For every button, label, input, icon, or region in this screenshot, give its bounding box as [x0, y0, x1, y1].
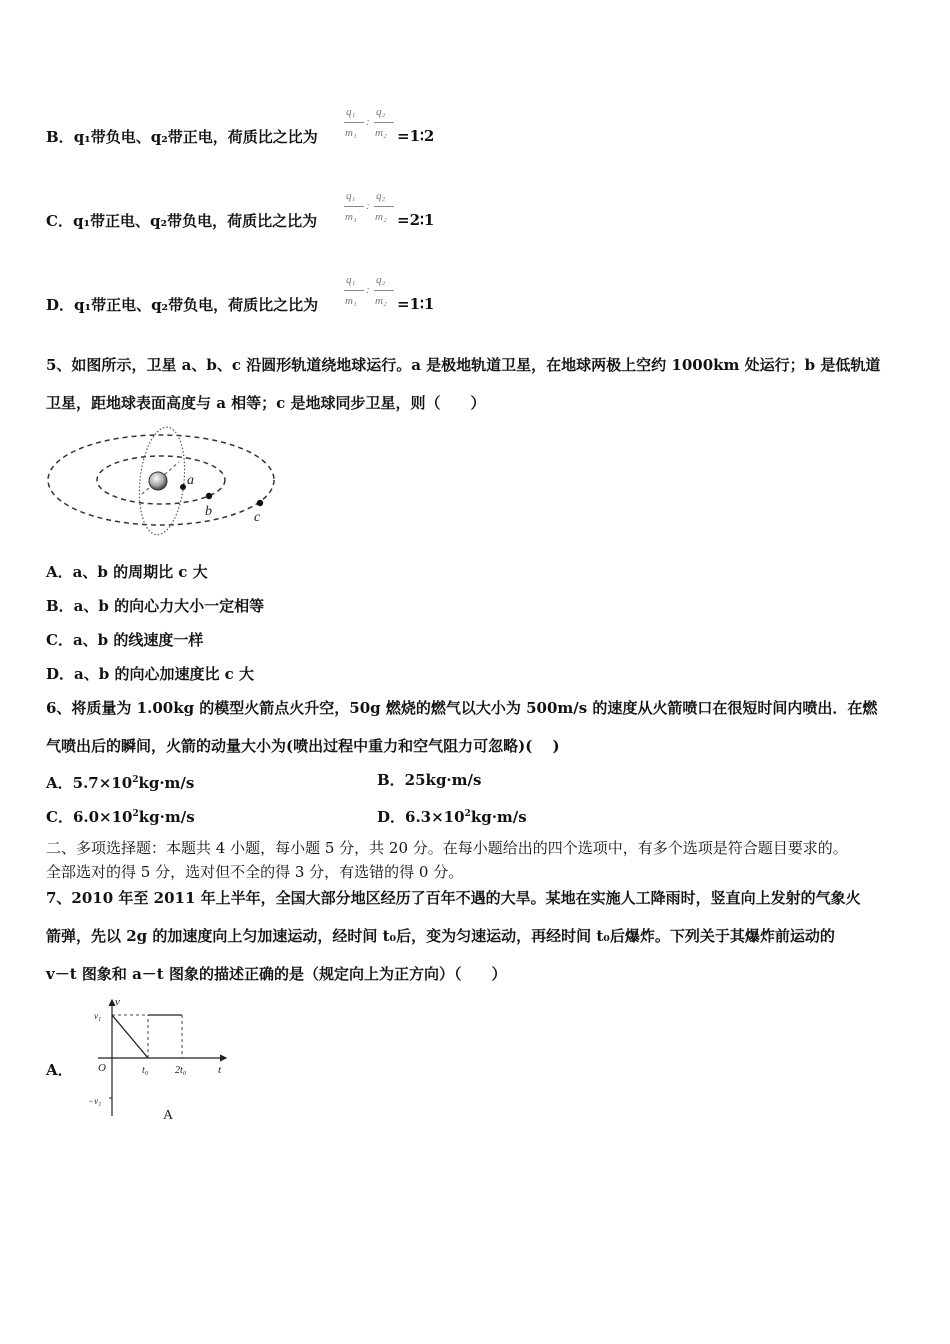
fraction-sep: : [366, 284, 370, 296]
question-7-line-1: 7、2010 年至 2011 年上半年，全国大部分地区经历了百年不遇的大旱。某地在实施人工降雨时，竖直向上发射的气象火 [46, 889, 861, 907]
option-text: q₁带负电、q₂带正电，荷质比之比为 [73, 128, 318, 146]
label-t0: t₀ [142, 1065, 149, 1076]
label-a: a [187, 473, 194, 488]
fraction-numerator: q₂ [376, 274, 386, 286]
ratio-value: =2∶1 [397, 211, 435, 229]
fraction-numerator: q₁ [346, 106, 356, 118]
fraction-numerator: q₁ [346, 190, 356, 202]
section-2-line-1: 二、多项选择题：本题共 4 小题，每小题 5 分，共 20 分。在每小题给出的四个选项中，有多个选项是符合题目要求的。 [46, 839, 848, 857]
q6-option-c: C．$6.0\times 10^2kg\cdot m/s$ [46, 808, 195, 826]
ratio-value: =1∶1 [397, 295, 435, 313]
label-c: c [254, 510, 261, 525]
graph-caption: A [163, 1108, 174, 1123]
q5-option-a: A．a、b 的周期比 c 大 [46, 563, 208, 581]
fraction-denominator: m₂ [375, 211, 387, 223]
fraction-numerator: q₂ [376, 190, 386, 202]
q7-option-a-label: A． [46, 1061, 73, 1079]
ratio-value: =1∶2 [397, 127, 435, 145]
fraction-sep: : [366, 200, 370, 212]
satellite-b [206, 493, 212, 499]
question-5-line-2: 卫星，距地球表面高度与 a 相等；c 是地球同步卫星，则（ ） [46, 394, 486, 412]
label-neg-v1: −v₁ [88, 1096, 102, 1106]
q6-option-d: D．$6.3\times 10^2kg\cdot m/s$ [377, 808, 527, 826]
question-6-line-1: 6、将质量为 1.00kg 的模型火箭点火升空，50g 燃烧的燃气以大小为 500m/s 的速度从火箭喷口在很短时间内喷出．在燃 [46, 699, 878, 717]
satellite-orbit-figure [44, 424, 280, 540]
question-6-line-2: 气喷出后的瞬间，火箭的动量大小为(喷出过程中重力和空气阻力可忽略)( ) [46, 737, 560, 755]
fraction-denominator: m₂ [375, 127, 387, 139]
graph-line-descending [112, 1015, 148, 1058]
question-5-line-1: 5、如图所示，卫星 a、b、c 沿圆形轨道绕地球运行。a 是极地轨道卫星，在地球两极上空约 1000km 处运行；b 是低轨道 [46, 356, 881, 374]
fraction-denominator: m₂ [375, 295, 387, 307]
axis-label-v: v [115, 996, 120, 1008]
label-origin: O [98, 1062, 106, 1074]
fraction-sep: : [366, 116, 370, 128]
satellite-c [257, 500, 263, 506]
option-text: q₁带正电、q₂带负电，荷质比之比为 [74, 296, 319, 314]
fraction-denominator: m₁ [345, 295, 357, 307]
fraction-denominator: m₁ [345, 127, 357, 139]
q5-option-c: C．a、b 的线速度一样 [46, 631, 204, 649]
label-2t0: 2t₀ [175, 1065, 187, 1076]
fraction-numerator: q₂ [376, 106, 386, 118]
label-b: b [205, 504, 212, 519]
q6-option-a: A．$5.7\times 10^2kg\cdot m/s$ [46, 774, 195, 792]
q5-option-b: B．a、b 的向心力大小一定相等 [46, 597, 265, 615]
q5-option-d: D．a、b 的向心加速度比 c 大 [46, 665, 255, 683]
question-7-line-3: v－t 图象和 a－t 图象的描述正确的是（规定向上为正方向）（ ） [46, 965, 507, 983]
section-2-line-2: 全部选对的得 5 分，选对但不全的得 3 分，有选错的得 0 分。 [46, 863, 464, 881]
satellite-a [180, 484, 186, 490]
vt-graph-a [84, 994, 234, 1124]
earth-icon [149, 472, 167, 490]
option-text: q₁带正电、q₂带负电，荷质比之比为 [72, 212, 318, 230]
label-v1: v₁ [94, 1011, 102, 1021]
fraction-denominator: m₁ [345, 211, 357, 223]
fraction-numerator: q₁ [346, 274, 356, 286]
axis-label-t: t [218, 1064, 222, 1076]
question-7-line-2: 箭弹，先以 2g 的加速度向上匀加速运动，经时间 t₀后，变为匀速运动，再经时间 t₀后爆炸。下列关于其爆炸前运动的 [46, 927, 835, 945]
q6-option-b: B．25kg·m/s [377, 771, 482, 789]
